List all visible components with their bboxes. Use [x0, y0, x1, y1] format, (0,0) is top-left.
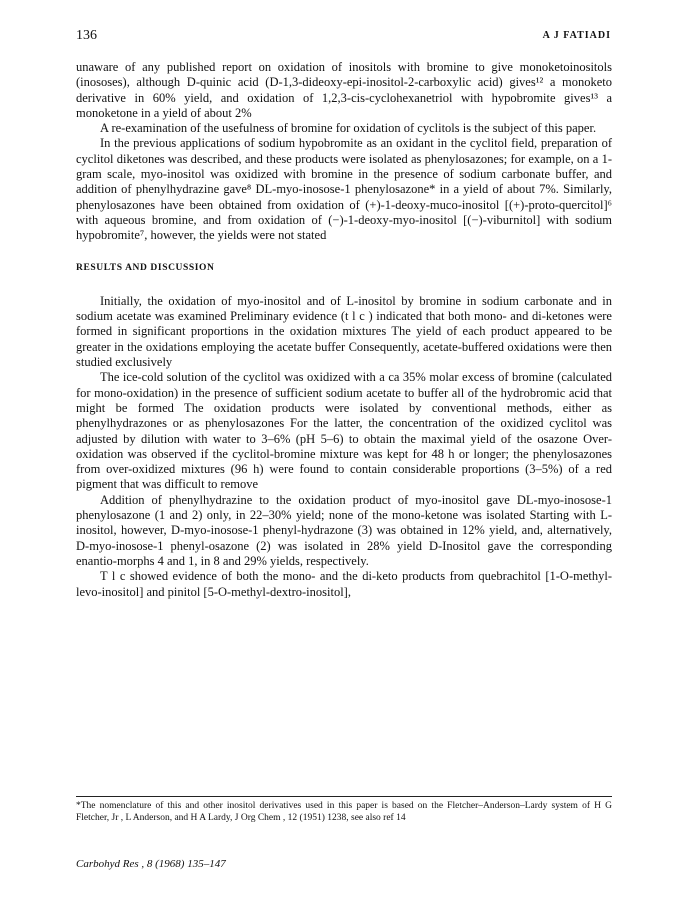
paragraph-6: Addition of phenylhydrazine to the oxidation product of myo-inositol gave DL-myo-inosose-1 phenylosazone (1 and 2) only, in 22–30% yield; none of the mono-ketone was isolated Starting with L-inositol, however, D-myo-inosose-1 phenyl-hydrazone (3) was obtained in 12% yield, and, alternatively, D-myo-inosose-1 phenyl-osazone (2) was isolated in 28% yield D-Inositol gave the corresponding enantio-morphs 4 and 1, in 8 and 29% yields, respectively.: [76, 492, 612, 568]
article-body: [76, 60, 612, 600]
section-heading: RESULTS AND DISCUSSION: [76, 262, 215, 273]
journal-citation: Carbohyd Res , 8 (1968) 135–147: [76, 858, 226, 870]
paragraph-5: The ice-cold solution of the cyclitol was oxidized with a ca 35% molar excess of bromine (calculated for mono-oxidation) in the presence of sufficient sodium acetate to buffer all of the hydrobromic acid that might be formed The oxidation products were isolated by conventional methods, either as phenylhydrazones or as phenylosazones For the latter, the concentration of the oxidized cyclitol was adjusted by dilution with water to 3–6% (pH 5–6) to obtain the maximal yield of the osazone Over-oxidation was observed if the cyclitol-bromine mixture was kept for 48 h or longer; the phenylosazones from over-oxidized mixtures (96 h) were found to contain considerable proportions (3–5%) of a red pigment that was difficult to remove: [76, 370, 612, 492]
paragraph-3: In the previous applications of sodium hypobromite as an oxidant in the cyclitol field, preparation of cyclitol diketones was described, and these products were isolated as phenylosazones; for example, on a 1-gram scale, myo-inositol was oxidized with bromine in the presence of sodium carbonate buffer, and addition of phenylhydrazine gave⁸ DL-myo-inosose-1 phenylosazone* in a yield of about 7%. Similarly, phenylosazones have been obtained from oxidation of (+)-1-deoxy-muco-inositol [(+)-proto-quercitol]⁶ with aqueous bromine, and from oxidation of (−)-1-deoxy-myo-inositol [(−)-viburnitol] with sodium hypobromite⁷, however, the yields were not stated: [76, 136, 612, 243]
paragraph-2: A re-examination of the usefulness of bromine for oxidation of cyclitols is the subject of this paper.: [100, 121, 597, 136]
running-head: A J FATIADI: [542, 30, 611, 41]
paragraph-1: unaware of any published report on oxidation of inositols with bromine to give monoketoinositols (inososes), although D-quinic acid (D-1,3-dideoxy-epi-inositol-2-carboxylic acid) gives¹² a monoketo derivative in 60% yield, and oxidation of 1,2,3-cis-cyclohexanetriol with hypobromite gives¹³ a monoketone in a yield of about 2%: [76, 60, 612, 120]
paragraph-4: Initially, the oxidation of myo-inositol and of L-inositol by bromine in sodium carbonate and in sodium acetate was examined Preliminary evidence (t l c ) indicated that both mono- and di-ketones were formed in significant proportions in the oxidation mixtures The yield of each product appeared to be greater in the oxidations employing the acetate buffer Consequently, acetate-buffered oxidations were then studied exclusively: [76, 293, 612, 370]
footnote: *The nomenclature of this and other inositol derivatives used in this paper is based on the Fletcher–Anderson–Lardy system of H G Fletcher, Jr , L Anderson, and H A Lardy, J Org Chem , 12 (1951) 1238, see also ref 14: [76, 796, 612, 825]
page-number: 136: [76, 28, 97, 43]
page-header: [76, 28, 611, 48]
paragraph-7: T l c showed evidence of both the mono- and the di-keto products from quebrachitol [1-O-methyl-levo-inositol] and pinitol [5-O-methyl-dextro-inositol],: [76, 569, 612, 599]
